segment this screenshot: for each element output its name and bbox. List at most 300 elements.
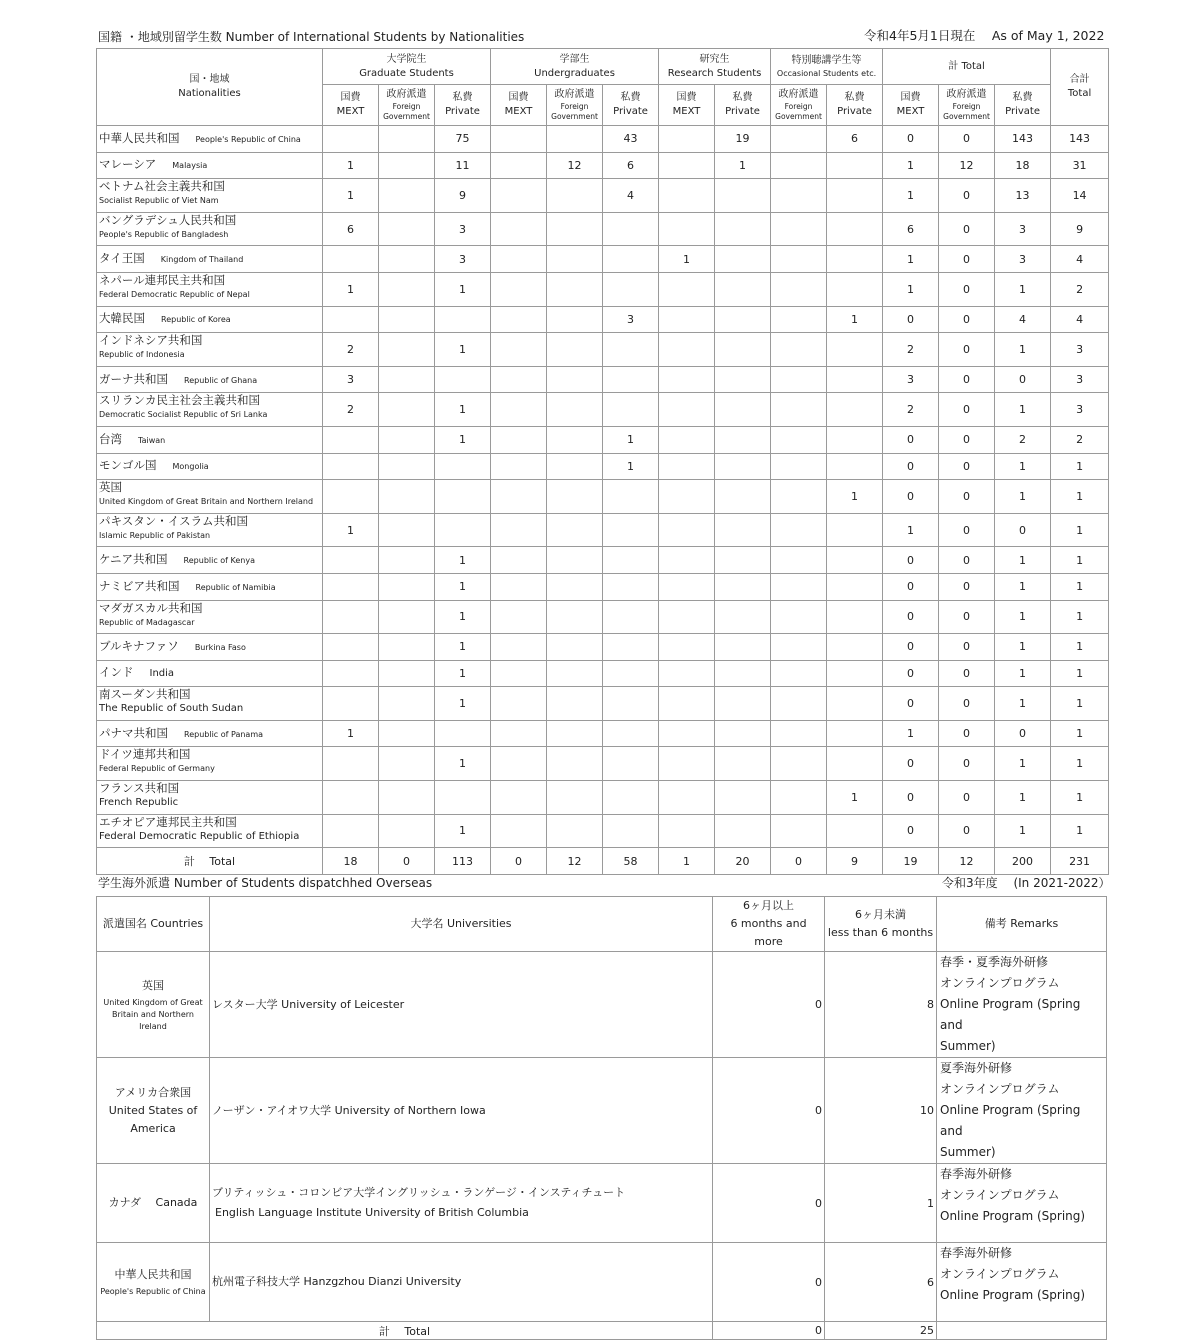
- count-cell: [771, 660, 827, 687]
- country-name-en: Federal Democratic Republic of Ethiopia: [99, 830, 300, 842]
- count-cell: [491, 272, 547, 306]
- count-cell: [323, 453, 379, 480]
- country-name-jp: 南スーダン共和国: [99, 687, 191, 702]
- count-cell: 1: [827, 480, 883, 514]
- count-cell: [715, 393, 771, 427]
- count-cell: [379, 306, 435, 333]
- count-cell: [603, 634, 659, 661]
- count-cell: 1: [883, 272, 939, 306]
- country-name-en: Republic of Panama: [184, 729, 264, 739]
- count-cell: 143: [1051, 126, 1109, 153]
- table-row: [97, 747, 1109, 781]
- table-row: [97, 634, 1109, 661]
- count-cell: [603, 212, 659, 246]
- count-cell: 75: [435, 126, 491, 153]
- count-cell: 0: [883, 634, 939, 661]
- count-cell: 9: [1051, 212, 1109, 246]
- count-cell: [659, 747, 715, 781]
- count-cell: 6: [603, 152, 659, 179]
- table-row: [97, 272, 1109, 306]
- count-cell: [771, 272, 827, 306]
- country-name: [97, 179, 323, 213]
- count-cell: [771, 366, 827, 393]
- count-cell: [603, 600, 659, 634]
- count-cell: 1: [995, 687, 1051, 721]
- dispatch-country: カナダ Canada: [97, 1164, 210, 1243]
- count-cell: [827, 366, 883, 393]
- count-cell: 1: [1051, 720, 1109, 747]
- count-cell: [435, 513, 491, 547]
- count-cell: 3: [995, 212, 1051, 246]
- count-cell: 1: [1051, 634, 1109, 661]
- count-cell: [547, 126, 603, 153]
- dispatch-university: レスター大学 University of Leicester: [210, 952, 713, 1058]
- mext-subheader: 国費 MEXT: [883, 85, 939, 126]
- count-cell: [715, 814, 771, 848]
- count-cell: [715, 747, 771, 781]
- count-cell: [323, 781, 379, 815]
- count-cell: [659, 393, 715, 427]
- count-cell: [323, 634, 379, 661]
- count-cell: [491, 720, 547, 747]
- count-cell: [323, 426, 379, 453]
- country-name-jp: スリランカ民主社会主義共和国: [99, 393, 260, 408]
- country-name-jp: 中華人民共和国: [99, 130, 180, 145]
- count-cell: 1: [827, 781, 883, 815]
- count-cell: 1: [659, 246, 715, 273]
- count-cell: 1: [323, 513, 379, 547]
- count-cell: [827, 272, 883, 306]
- count-cell: 0: [883, 660, 939, 687]
- count-cell: [547, 179, 603, 213]
- count-cell: [323, 600, 379, 634]
- occasional-header: 特別聴講学生等 Occasional Students etc.: [771, 49, 883, 85]
- table-row: [97, 547, 1109, 574]
- count-cell: [323, 246, 379, 273]
- count-cell: [379, 480, 435, 514]
- count-cell: [603, 246, 659, 273]
- count-cell: [491, 426, 547, 453]
- count-cell: [379, 634, 435, 661]
- count-cell: 9: [435, 179, 491, 213]
- count-cell: 1: [995, 814, 1051, 848]
- count-cell: [659, 366, 715, 393]
- total-cell: 0: [491, 848, 547, 875]
- count-cell: [547, 781, 603, 815]
- table-row: [97, 333, 1109, 367]
- country-name: [97, 687, 323, 721]
- count-cell: [827, 747, 883, 781]
- count-cell: 1: [715, 152, 771, 179]
- count-cell: [547, 573, 603, 600]
- count-cell: 0: [995, 366, 1051, 393]
- count-cell: 2: [323, 333, 379, 367]
- count-cell: [379, 272, 435, 306]
- count-cell: 1: [435, 814, 491, 848]
- count-cell: 1: [995, 600, 1051, 634]
- count-cell: [435, 306, 491, 333]
- count-cell: [771, 781, 827, 815]
- count-cell: [491, 814, 547, 848]
- count-cell: 3: [883, 366, 939, 393]
- count-cell: [659, 453, 715, 480]
- country-name-en: Democratic Socialist Republic of Sri Lanka: [99, 410, 268, 420]
- count-cell: [491, 573, 547, 600]
- country-name-jp: ケニア共和国: [99, 552, 168, 567]
- count-cell: [491, 600, 547, 634]
- count-cell: 1: [435, 600, 491, 634]
- count-cell: [379, 333, 435, 367]
- count-cell: [379, 814, 435, 848]
- six-months-more-count: 0: [713, 1164, 825, 1243]
- count-cell: [771, 246, 827, 273]
- mext-subheader: 国費 MEXT: [323, 85, 379, 126]
- country-name-en: The Republic of South Sudan: [99, 703, 244, 715]
- table-row: [97, 573, 1109, 600]
- count-cell: 1: [1051, 814, 1109, 848]
- total-cell: 0: [771, 848, 827, 875]
- count-cell: 1: [883, 513, 939, 547]
- count-cell: [547, 333, 603, 367]
- remarks-header: 備考 Remarks: [937, 897, 1107, 952]
- count-cell: [323, 747, 379, 781]
- country-name-jp: タイ王国: [99, 251, 145, 266]
- count-cell: 0: [939, 660, 995, 687]
- count-cell: 1: [995, 272, 1051, 306]
- count-cell: [715, 513, 771, 547]
- dispatch-country: 英国 United Kingdom of Great Britain and Northern Ireland: [97, 952, 210, 1058]
- count-cell: [491, 747, 547, 781]
- count-cell: 1: [995, 453, 1051, 480]
- count-cell: [379, 660, 435, 687]
- count-cell: [603, 393, 659, 427]
- count-cell: 0: [883, 747, 939, 781]
- count-cell: [603, 272, 659, 306]
- count-cell: [659, 126, 715, 153]
- count-cell: 13: [995, 179, 1051, 213]
- country-name: [97, 513, 323, 547]
- count-cell: [379, 152, 435, 179]
- count-cell: [323, 126, 379, 153]
- dispatch-university: ブリティッシュ・コロンビア大学イングリッシュ・ランゲージ・インスティチュート English Language Institute University of British Columbia: [210, 1164, 713, 1243]
- count-cell: [715, 246, 771, 273]
- count-cell: [547, 513, 603, 547]
- count-cell: 0: [883, 426, 939, 453]
- count-cell: [659, 152, 715, 179]
- count-cell: 1: [1051, 480, 1109, 514]
- count-cell: [547, 720, 603, 747]
- count-cell: [715, 660, 771, 687]
- dispatch-university: ノーザン・アイオワ大学 University of Northern Iowa: [210, 1058, 713, 1164]
- country-name: [97, 306, 323, 333]
- nationalities-table: [96, 48, 1109, 875]
- count-cell: [771, 687, 827, 721]
- total-cell: 200: [995, 848, 1051, 875]
- count-cell: [659, 720, 715, 747]
- count-cell: 0: [939, 480, 995, 514]
- pr-subheader: 私費 Private: [435, 85, 491, 126]
- dispatch-total-remarks: [937, 1322, 1107, 1340]
- count-cell: 1: [603, 453, 659, 480]
- count-cell: 0: [883, 480, 939, 514]
- count-cell: [491, 687, 547, 721]
- count-cell: [771, 747, 827, 781]
- count-cell: [827, 720, 883, 747]
- count-cell: [379, 246, 435, 273]
- count-cell: 1: [603, 426, 659, 453]
- dispatch-university: 杭州電子科技大学 Hanzgzhou Dianzi University: [210, 1243, 713, 1322]
- country-name-en: People's Republic of China: [195, 134, 301, 144]
- count-cell: 43: [603, 126, 659, 153]
- count-cell: [827, 687, 883, 721]
- country-name-en: Islamic Republic of Pakistan: [99, 530, 211, 540]
- count-cell: [715, 306, 771, 333]
- universities-header: 大学名 Universities: [210, 897, 713, 952]
- dispatch-remarks: 春季・夏季海外研修 オンラインプログラム Online Program (Spring and Summer): [937, 952, 1107, 1058]
- count-cell: [827, 212, 883, 246]
- count-cell: 18: [995, 152, 1051, 179]
- country-name-jp: インドネシア共和国: [99, 333, 203, 348]
- six-months-more-header: 6ヶ月以上 6 months and more: [713, 897, 825, 952]
- mext-subheader: 国費 MEXT: [491, 85, 547, 126]
- count-cell: [659, 600, 715, 634]
- count-cell: [659, 814, 715, 848]
- count-cell: 0: [939, 393, 995, 427]
- country-name: [97, 426, 323, 453]
- count-cell: [603, 720, 659, 747]
- count-cell: 6: [323, 212, 379, 246]
- count-cell: 1: [995, 480, 1051, 514]
- count-cell: 1: [435, 393, 491, 427]
- count-cell: 1: [883, 246, 939, 273]
- count-cell: [771, 333, 827, 367]
- count-cell: 1: [323, 272, 379, 306]
- dispatch-total-less: 25: [825, 1322, 937, 1340]
- country-name-en: Taiwan: [138, 435, 166, 445]
- count-cell: [659, 573, 715, 600]
- count-cell: [771, 393, 827, 427]
- count-cell: 1: [827, 306, 883, 333]
- count-cell: [547, 453, 603, 480]
- count-cell: [379, 426, 435, 453]
- count-cell: [659, 513, 715, 547]
- table-row: [97, 246, 1109, 273]
- count-cell: 0: [939, 747, 995, 781]
- count-cell: 2: [1051, 426, 1109, 453]
- count-cell: [547, 687, 603, 721]
- country-name: [97, 480, 323, 514]
- count-cell: 1: [883, 720, 939, 747]
- count-cell: 1: [435, 687, 491, 721]
- count-cell: [435, 720, 491, 747]
- count-cell: [827, 660, 883, 687]
- count-cell: [547, 366, 603, 393]
- country-name: [97, 634, 323, 661]
- country-name-jp: ドイツ連邦共和国: [99, 747, 191, 762]
- count-cell: [659, 272, 715, 306]
- count-cell: [771, 212, 827, 246]
- count-cell: [491, 393, 547, 427]
- count-cell: [715, 781, 771, 815]
- total-cell: 58: [603, 848, 659, 875]
- total-cell: 18: [323, 848, 379, 875]
- count-cell: [659, 660, 715, 687]
- count-cell: [323, 687, 379, 721]
- count-cell: 3: [435, 212, 491, 246]
- table-row: [97, 480, 1109, 514]
- count-cell: 0: [939, 600, 995, 634]
- six-months-less-count: 8: [825, 952, 937, 1058]
- count-cell: 1: [883, 152, 939, 179]
- count-cell: [547, 306, 603, 333]
- count-cell: 3: [435, 246, 491, 273]
- country-name-jp: バングラデシュ人民共和国: [99, 212, 237, 227]
- count-cell: [771, 453, 827, 480]
- country-name-en: Malaysia: [172, 161, 208, 171]
- count-cell: [715, 720, 771, 747]
- pr-subheader: 私費 Private: [603, 85, 659, 126]
- count-cell: [771, 634, 827, 661]
- six-months-more-count: 0: [713, 1243, 825, 1322]
- dispatch-total-label: 計 Total: [97, 1322, 713, 1340]
- count-cell: [827, 634, 883, 661]
- count-cell: 4: [1051, 306, 1109, 333]
- count-cell: [491, 660, 547, 687]
- country-name-jp: モンゴル国: [99, 458, 157, 473]
- count-cell: [659, 687, 715, 721]
- country-name-en: Republic of Kenya: [183, 556, 256, 566]
- pr-subheader: 私費 Private: [995, 85, 1051, 126]
- count-cell: [715, 453, 771, 480]
- country-name-jp: ナミビア共和国: [99, 578, 180, 593]
- count-cell: [323, 660, 379, 687]
- count-cell: 1: [435, 547, 491, 574]
- count-cell: [491, 366, 547, 393]
- count-cell: [379, 747, 435, 781]
- country-name-jp: 英国: [99, 480, 122, 495]
- country-name: [97, 333, 323, 367]
- total-cell: 1: [659, 848, 715, 875]
- count-cell: 1: [995, 781, 1051, 815]
- count-cell: 6: [827, 126, 883, 153]
- count-cell: [715, 547, 771, 574]
- dispatch-row: [97, 952, 1107, 1058]
- count-cell: 3: [603, 306, 659, 333]
- count-cell: 19: [715, 126, 771, 153]
- table-row: [97, 453, 1109, 480]
- total-cell: 231: [1051, 848, 1109, 875]
- count-cell: 1: [1051, 600, 1109, 634]
- count-cell: [547, 426, 603, 453]
- table-row: [97, 720, 1109, 747]
- country-name: [97, 453, 323, 480]
- count-cell: [491, 306, 547, 333]
- count-cell: 0: [939, 366, 995, 393]
- count-cell: 1: [1051, 660, 1109, 687]
- table-row: [97, 306, 1109, 333]
- count-cell: [379, 687, 435, 721]
- count-cell: 0: [883, 573, 939, 600]
- table1-date: 令和4年5月1日現在 As of May 1, 2022: [864, 28, 1105, 43]
- count-cell: [715, 687, 771, 721]
- count-cell: 0: [883, 126, 939, 153]
- nationalities-header: 国・地域 Nationalities: [97, 49, 323, 126]
- count-cell: 2: [995, 426, 1051, 453]
- count-cell: 0: [939, 634, 995, 661]
- count-cell: [603, 660, 659, 687]
- country-name-jp: パキスタン・イスラム共和国: [99, 513, 249, 528]
- country-name-en: Socialist Republic of Viet Nam: [99, 196, 219, 206]
- count-cell: 1: [435, 573, 491, 600]
- total-label: 計 Total: [97, 848, 323, 875]
- count-cell: [715, 573, 771, 600]
- count-cell: 0: [939, 179, 995, 213]
- count-cell: 0: [939, 212, 995, 246]
- count-cell: 1: [995, 333, 1051, 367]
- count-cell: 0: [883, 814, 939, 848]
- country-name-jp: ベトナム社会主義共和国: [99, 179, 225, 194]
- total-cell: 0: [379, 848, 435, 875]
- count-cell: 3: [1051, 333, 1109, 367]
- count-cell: [715, 179, 771, 213]
- count-cell: [547, 600, 603, 634]
- count-cell: [491, 126, 547, 153]
- count-cell: 0: [883, 453, 939, 480]
- count-cell: [547, 547, 603, 574]
- table-row: [97, 212, 1109, 246]
- country-name: [97, 246, 323, 273]
- country-name-en: Federal Republic of Germany: [99, 764, 215, 774]
- six-months-less-count: 6: [825, 1243, 937, 1322]
- count-cell: [771, 513, 827, 547]
- table1-title: 国籍 ・地域別留学生数 Number of International Students by Nationalities: [98, 30, 525, 44]
- count-cell: 1: [435, 333, 491, 367]
- country-name: [97, 272, 323, 306]
- count-cell: [323, 573, 379, 600]
- country-name: [97, 600, 323, 634]
- count-cell: [379, 453, 435, 480]
- count-cell: [827, 333, 883, 367]
- count-cell: [659, 212, 715, 246]
- total-cell: 9: [827, 848, 883, 875]
- dispatch-total-row: [97, 1322, 1107, 1340]
- count-cell: [771, 152, 827, 179]
- count-cell: 3: [1051, 393, 1109, 427]
- count-cell: [435, 480, 491, 514]
- count-cell: 1: [323, 179, 379, 213]
- count-cell: [771, 600, 827, 634]
- total-row: [97, 848, 1109, 875]
- country-name-en: French Republic: [99, 797, 179, 809]
- count-cell: 1: [1051, 513, 1109, 547]
- count-cell: [659, 781, 715, 815]
- count-cell: [771, 814, 827, 848]
- count-cell: [379, 600, 435, 634]
- count-cell: [379, 126, 435, 153]
- count-cell: [547, 480, 603, 514]
- count-cell: 0: [939, 426, 995, 453]
- count-cell: [659, 634, 715, 661]
- count-cell: 0: [939, 781, 995, 815]
- table-row: [97, 814, 1109, 848]
- pr-subheader: 私費 Private: [715, 85, 771, 126]
- count-cell: 1: [435, 660, 491, 687]
- count-cell: 6: [883, 212, 939, 246]
- count-cell: [323, 480, 379, 514]
- count-cell: [379, 547, 435, 574]
- country-name-jp: 大韓民国: [99, 311, 145, 326]
- dispatch-row: [97, 1058, 1107, 1164]
